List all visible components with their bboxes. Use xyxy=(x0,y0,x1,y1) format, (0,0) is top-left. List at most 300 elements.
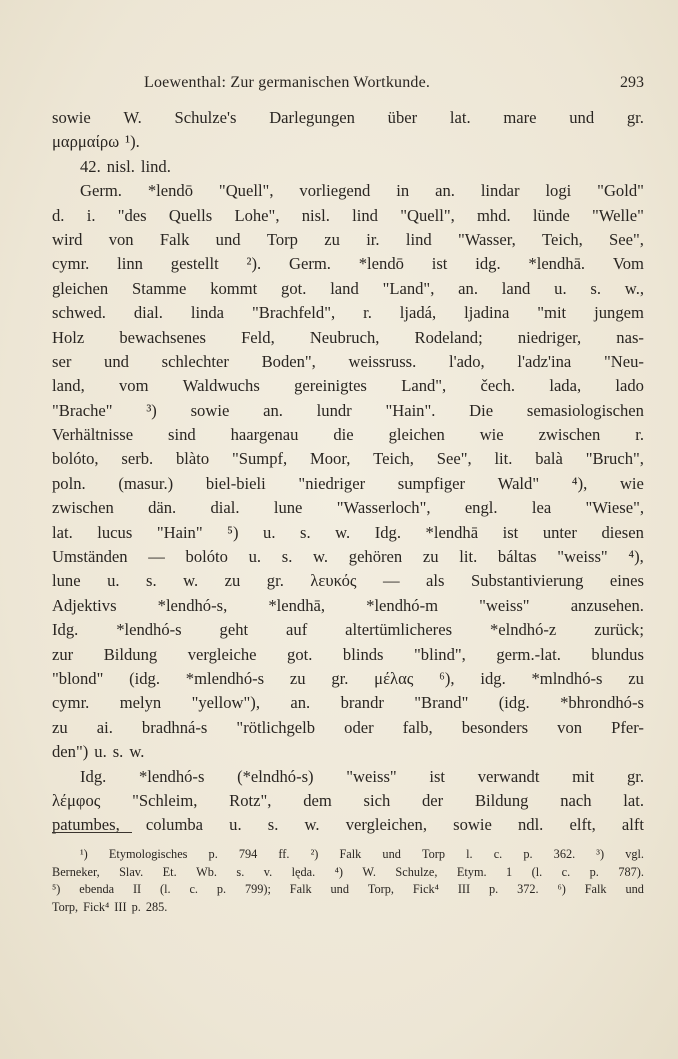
word: "Welle" xyxy=(592,205,644,225)
word: Fick⁴ xyxy=(412,882,439,896)
word: *lendhā xyxy=(425,522,479,542)
word: ff. xyxy=(278,847,290,861)
word: cymr. xyxy=(52,254,90,274)
word: serb. xyxy=(121,449,154,469)
word: sowie xyxy=(52,108,91,127)
word: l'adz'ina xyxy=(517,351,572,371)
word: nas- xyxy=(616,327,644,347)
word: in xyxy=(396,181,410,201)
word: 1 xyxy=(506,864,513,879)
word: 42. xyxy=(80,156,101,176)
word: Lohe", xyxy=(234,205,280,225)
word: Torp, xyxy=(367,882,394,896)
word: Falk xyxy=(289,882,312,896)
text-line xyxy=(52,643,644,667)
word: zu xyxy=(628,668,644,688)
footnote-line xyxy=(52,881,644,899)
word: (idg. xyxy=(129,668,161,688)
text-line xyxy=(52,618,644,642)
word: Stamme xyxy=(132,278,187,298)
word: "Land", xyxy=(382,278,435,298)
word: "Quell", xyxy=(218,181,274,201)
word: *mlendhó-s xyxy=(185,668,265,688)
word: Verhältnisse xyxy=(52,425,134,445)
word: ist xyxy=(431,254,448,274)
word: ser xyxy=(52,351,72,371)
word: schlechter xyxy=(161,351,229,371)
word: ⁵) xyxy=(227,522,239,542)
word: (l. xyxy=(531,864,543,879)
word: alft xyxy=(621,815,644,835)
word: čech. xyxy=(480,376,516,396)
word: "yellow"), xyxy=(191,693,260,713)
word: bradhná-s xyxy=(141,717,208,737)
word: ¹). xyxy=(125,132,140,152)
word: cymr. xyxy=(52,693,90,713)
word: bolóto, xyxy=(52,449,99,469)
word: ⁴), xyxy=(628,547,644,567)
word: Teich, xyxy=(542,229,583,249)
word: l'ado, xyxy=(448,351,485,371)
word: 799); xyxy=(244,882,271,896)
word: von xyxy=(557,717,583,737)
word: w. xyxy=(183,571,199,591)
word: ¹) xyxy=(80,847,88,861)
word: p. xyxy=(216,882,227,896)
word: logi xyxy=(545,181,572,201)
word: gr. xyxy=(626,766,644,786)
word: p. xyxy=(131,899,141,914)
word: mhd. xyxy=(477,205,511,225)
word: λέμφος xyxy=(52,790,101,810)
section-heading xyxy=(52,155,644,179)
word: lune xyxy=(52,571,81,591)
word: ⁶), xyxy=(439,668,455,688)
word: s. xyxy=(590,278,601,298)
word: w. xyxy=(313,547,329,567)
word: lune xyxy=(273,498,303,518)
word: ⁵) xyxy=(52,882,61,896)
text-line xyxy=(52,179,644,203)
text-line xyxy=(52,374,644,398)
word: *lendō xyxy=(147,181,194,201)
text-line xyxy=(52,252,644,276)
word: nisl. xyxy=(301,205,330,225)
word: dän. xyxy=(148,498,177,518)
word: und xyxy=(104,351,129,371)
word: "Quell", xyxy=(400,205,455,225)
word: semasiologischen xyxy=(526,400,644,420)
text-line xyxy=(52,399,644,423)
word: "des xyxy=(117,205,147,225)
word: Darlegungen xyxy=(269,108,355,127)
word: lundr xyxy=(316,400,352,420)
text-line xyxy=(52,521,644,545)
word: columba xyxy=(145,815,204,835)
word: Umständen xyxy=(52,547,128,567)
word: s. xyxy=(146,571,157,591)
word: und xyxy=(330,882,349,896)
footnote-divider xyxy=(52,832,132,833)
text-line xyxy=(52,326,644,350)
word: lucus xyxy=(97,522,133,542)
word: Falk xyxy=(339,847,362,861)
text-line xyxy=(52,545,644,569)
text-line xyxy=(52,423,644,447)
word: ndl. xyxy=(517,815,544,835)
word: land, xyxy=(52,376,85,396)
word: s. xyxy=(300,522,311,542)
word: ebenda xyxy=(79,882,115,896)
word: niedriger, xyxy=(517,327,582,347)
word: lind xyxy=(352,205,378,225)
word: (masur.) xyxy=(118,473,174,493)
word: *lendhā, xyxy=(268,595,326,615)
word: Die xyxy=(469,400,494,420)
word: Bildung xyxy=(103,644,158,664)
word: — xyxy=(148,547,165,567)
word: "Sumpf, xyxy=(231,449,288,469)
word: u. xyxy=(229,815,242,835)
word: blàto xyxy=(175,449,210,469)
word: 285. xyxy=(145,899,168,914)
word: Idg. xyxy=(52,620,79,640)
footnote-line xyxy=(52,899,644,917)
word: got. xyxy=(281,278,307,298)
word: idg. xyxy=(480,668,506,688)
word: lado xyxy=(615,376,644,396)
word: See", xyxy=(436,449,472,469)
word: "blond" xyxy=(52,668,104,688)
word: biel-bieli xyxy=(205,473,266,493)
word: anzusehen. xyxy=(570,595,644,615)
word: Berneker, xyxy=(52,864,100,879)
word: ⁴), xyxy=(571,473,588,493)
word: gr. xyxy=(626,108,644,127)
text-line xyxy=(52,106,644,130)
word: i. xyxy=(86,205,96,225)
word: bolóto xyxy=(185,547,228,567)
text-line xyxy=(52,667,644,691)
text-line xyxy=(52,277,644,301)
word: lada, xyxy=(549,376,582,396)
word: sumpfiger xyxy=(397,473,466,493)
word: p. xyxy=(589,864,599,879)
word: "mit xyxy=(537,303,567,323)
word: Bildung xyxy=(474,790,529,810)
word: Torp, xyxy=(52,899,79,914)
word: Torp xyxy=(421,847,446,861)
word: brandr xyxy=(340,693,384,713)
word: der xyxy=(422,790,444,810)
word: ³) xyxy=(596,847,605,861)
word: u. xyxy=(263,522,276,542)
word: 794 xyxy=(238,847,258,861)
word: s. xyxy=(267,815,279,835)
word: schwed. xyxy=(52,303,106,323)
word: dem xyxy=(303,790,332,810)
word: ist xyxy=(429,766,446,786)
word: ljadina xyxy=(464,303,510,323)
word: gereinigtes xyxy=(294,376,367,396)
word: Wb. xyxy=(196,864,217,879)
text-line xyxy=(52,740,644,764)
word: W. xyxy=(362,864,376,879)
word: "Gold" xyxy=(597,181,644,201)
word: gr. xyxy=(331,668,349,688)
word: mit xyxy=(572,766,595,786)
word: ai. xyxy=(96,717,113,737)
word: sowie xyxy=(453,815,492,835)
word: Torp xyxy=(266,229,298,249)
text-line xyxy=(52,204,644,228)
word: ljadá, xyxy=(399,303,437,323)
word: gehören xyxy=(348,547,403,567)
word: melyn xyxy=(119,693,162,713)
word: Etymologisches xyxy=(108,847,188,861)
text-line xyxy=(52,789,644,813)
word: germ.-lat. xyxy=(496,644,561,664)
word: *bhrondhó-s xyxy=(560,693,644,713)
word: r. xyxy=(635,425,644,445)
word: III xyxy=(457,882,471,896)
word: "Wiese", xyxy=(585,498,644,518)
word: "Bruch", xyxy=(585,449,644,469)
word: Adjektivs xyxy=(52,595,117,615)
word: und xyxy=(569,108,595,127)
word: "blind", xyxy=(414,644,466,664)
word: w. xyxy=(335,522,351,542)
word: nach xyxy=(560,790,592,810)
word: vergleiche xyxy=(187,644,257,664)
word: zur xyxy=(52,644,74,664)
word: blinds xyxy=(342,644,384,664)
word: p. xyxy=(488,882,499,896)
word: "weiss" xyxy=(346,766,397,786)
word: linn xyxy=(117,254,143,274)
word: *lendhó-s xyxy=(138,766,205,786)
word: Fick⁴ xyxy=(83,899,110,914)
word: wie xyxy=(479,425,504,445)
text-line xyxy=(52,691,644,715)
word: *lendhó-m xyxy=(366,595,439,615)
text-line xyxy=(52,228,644,252)
word: mare xyxy=(503,108,537,127)
word: Idg. xyxy=(374,522,402,542)
word: u. xyxy=(94,742,107,762)
word: 362. xyxy=(553,847,576,861)
word: Germ. xyxy=(289,254,331,274)
text-line xyxy=(52,447,644,471)
word: 787). xyxy=(618,864,644,879)
word: gestellt xyxy=(170,254,219,274)
word: lat. xyxy=(52,522,73,542)
word: Germ. xyxy=(80,181,122,201)
word: lea xyxy=(531,498,552,518)
word: ⁶) xyxy=(557,882,566,896)
word: u. xyxy=(107,571,120,591)
word: Pfer- xyxy=(611,717,644,737)
word: land xyxy=(330,278,359,298)
word: Moor, xyxy=(309,449,351,469)
page-header xyxy=(52,74,644,96)
word: "Brachfeld", xyxy=(252,303,336,323)
footnote-line xyxy=(52,846,644,864)
text-line xyxy=(52,594,644,618)
text-line xyxy=(52,765,644,789)
word: an. xyxy=(435,181,455,201)
word: *lendō xyxy=(358,254,404,274)
word: eines xyxy=(609,571,644,591)
word: "Brand" xyxy=(414,693,469,713)
word: zwischen xyxy=(52,498,114,518)
word: Falk xyxy=(159,229,190,249)
word: lünde xyxy=(532,205,570,225)
word: Holz xyxy=(52,327,85,347)
word: haargenau xyxy=(230,425,299,445)
word: Falk xyxy=(584,882,607,896)
word: II xyxy=(132,882,142,896)
word: blundus xyxy=(591,644,644,664)
word: kommt xyxy=(210,278,258,298)
word: Wald" xyxy=(497,473,540,493)
word: (idg. xyxy=(498,693,530,713)
text-line xyxy=(52,130,644,154)
word: sich xyxy=(363,790,391,810)
word: λευκός xyxy=(310,571,357,591)
word: ²). xyxy=(246,254,262,274)
word: bewachsenes xyxy=(119,327,206,347)
word: die xyxy=(333,425,354,445)
text-line xyxy=(52,472,644,496)
word: lat. xyxy=(449,108,471,127)
word: Etym. xyxy=(456,864,487,879)
word: (*elndhó-s) xyxy=(237,766,314,786)
word: (l. xyxy=(160,882,171,896)
text-line xyxy=(52,813,644,837)
word: patumbes, xyxy=(52,815,120,835)
word: lęda. xyxy=(291,864,316,879)
word: und xyxy=(215,229,241,249)
word: u. xyxy=(554,278,567,298)
word: See", xyxy=(609,229,644,249)
word: vgl. xyxy=(625,847,644,861)
word: *lendhā. xyxy=(528,254,586,274)
word: Idg. xyxy=(80,766,107,786)
word: verwandt xyxy=(477,766,540,786)
word: elft, xyxy=(569,815,596,835)
word: Neubruch, xyxy=(309,327,380,347)
word: balà xyxy=(535,449,563,469)
word: Feld, xyxy=(241,327,275,347)
word: zu xyxy=(324,229,340,249)
word: c. xyxy=(189,882,198,896)
word: Land", xyxy=(401,376,447,396)
word: "Hain". xyxy=(385,400,436,420)
word: "niedriger xyxy=(298,473,366,493)
word: Rodeland; xyxy=(414,327,483,347)
word: und xyxy=(625,882,644,896)
footnote-line xyxy=(52,864,644,882)
word: dial. xyxy=(210,498,240,518)
word: l. xyxy=(466,847,473,861)
word: Vom xyxy=(612,254,644,274)
word: auf xyxy=(286,620,308,640)
word: vergleichen, xyxy=(345,815,427,835)
word: wie xyxy=(619,473,644,493)
word: sind xyxy=(168,425,196,445)
word: gleichen xyxy=(52,278,109,298)
word: an. xyxy=(290,693,311,713)
word: "Brache" xyxy=(52,400,113,420)
word: — xyxy=(382,571,400,591)
word: p. xyxy=(523,847,533,861)
word: lindar xyxy=(480,181,520,201)
word: w. xyxy=(304,815,320,835)
word: lit. xyxy=(494,449,513,469)
word: Schulze's xyxy=(174,108,237,127)
word: als xyxy=(426,571,445,591)
word: idg. xyxy=(475,254,501,274)
word: p. xyxy=(208,847,218,861)
word: weissruss. xyxy=(348,351,417,371)
word: got. xyxy=(287,644,313,664)
word: *lendhó-s, xyxy=(157,595,228,615)
word: ist xyxy=(502,522,519,542)
word: von xyxy=(108,229,134,249)
word: "Neu- xyxy=(603,351,644,371)
word: über xyxy=(387,108,418,127)
text-line xyxy=(52,569,644,593)
word: lit. xyxy=(459,547,478,567)
word: unter xyxy=(542,522,577,542)
word: s. xyxy=(281,547,293,567)
word: "Wasserloch", xyxy=(336,498,431,518)
text-line xyxy=(52,350,644,374)
word: "Schleim, xyxy=(132,790,198,810)
word: "weiss" xyxy=(479,595,530,615)
word: sowie xyxy=(190,400,230,420)
word: v. xyxy=(263,864,273,879)
word: *mlndhó-s xyxy=(531,668,603,688)
word: poln. xyxy=(52,473,86,493)
word: c. xyxy=(493,847,503,861)
word: oder xyxy=(344,717,374,737)
word: W. xyxy=(123,108,142,127)
word: gleichen xyxy=(388,425,445,445)
word: altertümlicheres xyxy=(345,620,453,640)
word: 372. xyxy=(517,882,539,896)
word: "weiss" xyxy=(557,547,608,567)
word: *elndhó-z xyxy=(489,620,557,640)
word: Schulze, xyxy=(395,864,438,879)
word: Teich, xyxy=(373,449,414,469)
word: μέλας xyxy=(374,668,414,688)
word: *lendhó-s xyxy=(116,620,182,640)
word: an. xyxy=(458,278,478,298)
word: engl. xyxy=(464,498,498,518)
word: "Hain" xyxy=(156,522,203,542)
word: zurück; xyxy=(594,620,644,640)
word: wird xyxy=(52,229,83,249)
word: ir. xyxy=(366,229,380,249)
word: d. xyxy=(52,205,65,225)
word: Waldwuchs xyxy=(182,376,260,396)
word: besonders xyxy=(461,717,529,737)
word: linda xyxy=(190,303,225,323)
word: geht xyxy=(219,620,249,640)
word: und xyxy=(382,847,401,861)
